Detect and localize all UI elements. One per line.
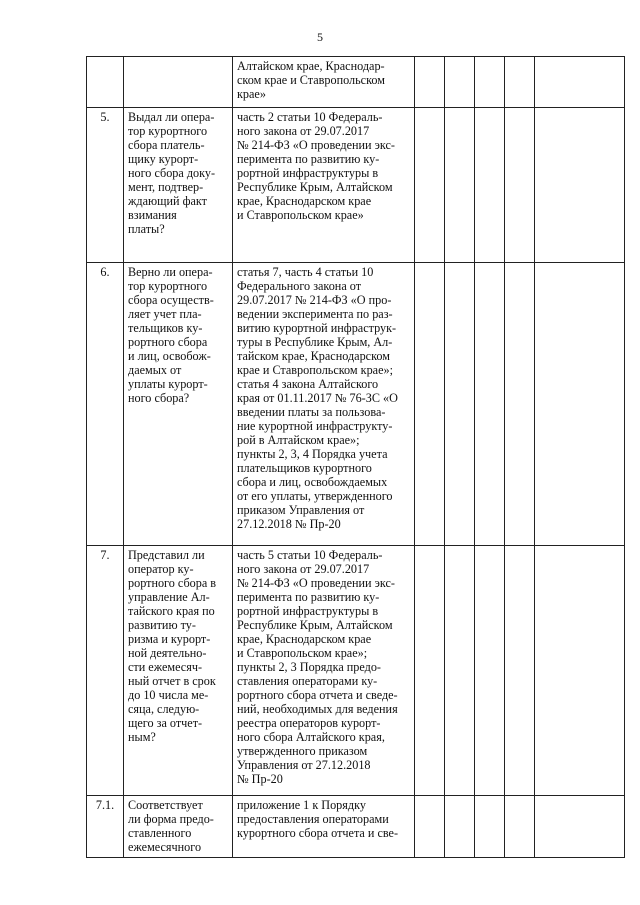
question-cell xyxy=(124,796,233,858)
reference-line: рой в Алтайском крае»; xyxy=(237,433,360,447)
question-line: ным? xyxy=(128,730,156,744)
answer-cell[interactable] xyxy=(415,796,445,858)
reference-line: тайском крае, Краснодарском xyxy=(237,349,390,363)
legal-reference-cell xyxy=(233,57,415,108)
answer-cell[interactable] xyxy=(415,57,445,108)
table-row xyxy=(87,108,625,263)
question-line: уплаты курорт- xyxy=(128,377,208,391)
question-cell xyxy=(124,108,233,263)
reference-line: курортного сбора отчета и све- xyxy=(237,826,399,840)
question-line: Верно ли опера- xyxy=(128,265,213,279)
reference-line: статья 4 закона Алтайского xyxy=(237,377,379,391)
page-number: 5 xyxy=(317,30,323,44)
question-line: до 10 числа ме- xyxy=(128,688,209,702)
reference-line: крае» xyxy=(237,87,266,101)
question-line: сти ежемесяч- xyxy=(128,660,203,674)
question-line: тор курортного xyxy=(128,124,208,138)
question-line: ной деятельно- xyxy=(128,646,207,660)
question-line: сбора осуществ- xyxy=(128,293,214,307)
reference-line: пункты 2, 3, 4 Порядка учета xyxy=(237,447,388,461)
table-row xyxy=(87,263,625,546)
question-line: сяца, следую- xyxy=(128,702,200,716)
question-line: и лиц, освобож- xyxy=(128,349,211,363)
answer-cell[interactable] xyxy=(535,546,625,796)
question-line: развитию ту- xyxy=(128,618,196,632)
answer-cell[interactable] xyxy=(505,263,535,546)
reference-line: перимента по развитию ку- xyxy=(237,152,380,166)
answer-cell[interactable] xyxy=(475,796,505,858)
table-row xyxy=(87,57,625,108)
reference-line: утвержденного приказом xyxy=(237,744,368,758)
answer-cell[interactable] xyxy=(445,546,475,796)
answer-cell[interactable] xyxy=(505,796,535,858)
reference-line: № 214-ФЗ «О проведении экс- xyxy=(237,138,395,152)
reference-line: плательщиков курортного xyxy=(237,461,372,475)
reference-line: и Ставропольском крае»; xyxy=(237,646,368,660)
answer-cell[interactable] xyxy=(475,546,505,796)
checklist-table xyxy=(86,56,625,858)
question-line: Представил ли xyxy=(128,548,205,562)
legal-reference-cell xyxy=(233,796,415,858)
question-line: тайского края по xyxy=(128,604,215,618)
reference-line: часть 2 статьи 10 Федераль- xyxy=(237,110,383,124)
question-line: управление Ал- xyxy=(128,590,210,604)
answer-cell[interactable] xyxy=(475,57,505,108)
reference-line: ного закона от 29.07.2017 xyxy=(237,124,370,138)
answer-cell[interactable] xyxy=(535,796,625,858)
reference-line: предоставления операторами xyxy=(237,812,389,826)
legal-reference-cell xyxy=(233,108,415,263)
reference-line: и Ставропольском крае» xyxy=(237,208,364,222)
answer-cell[interactable] xyxy=(415,546,445,796)
table-row xyxy=(87,546,625,796)
question-line: сбора платель- xyxy=(128,138,205,152)
question-line: рортного сбора в xyxy=(128,576,217,590)
answer-cell[interactable] xyxy=(505,108,535,263)
reference-line: № Пр-20 xyxy=(237,772,283,786)
question-cell xyxy=(124,57,233,108)
item-number xyxy=(87,57,124,108)
question-line: тор курортного xyxy=(128,279,208,293)
item-number: 7.1. xyxy=(87,796,124,858)
reference-line: витию курортной инфраструк- xyxy=(237,321,397,335)
reference-line: Республике Крым, Алтайском xyxy=(237,618,393,632)
item-number: 5. xyxy=(87,108,124,263)
reference-line: туры в Республике Крым, Ал- xyxy=(237,335,393,349)
table-row xyxy=(87,796,625,858)
question-line: взимания xyxy=(128,208,177,222)
reference-line: приложение 1 к Порядку xyxy=(237,798,366,812)
item-number: 6. xyxy=(87,263,124,546)
reference-line: перимента по развитию ку- xyxy=(237,590,380,604)
reference-line: 27.12.2018 № Пр-20 xyxy=(237,517,341,531)
legal-reference-cell xyxy=(233,546,415,796)
reference-line: ставления операторами ку- xyxy=(237,674,378,688)
reference-line: реестра операторов курорт- xyxy=(237,716,381,730)
reference-line: края от 01.11.2017 № 76-ЗС «О xyxy=(237,391,398,405)
question-cell xyxy=(124,263,233,546)
reference-line: Федерального закона от xyxy=(237,279,362,293)
reference-line: ного сбора Алтайского края, xyxy=(237,730,385,744)
answer-cell[interactable] xyxy=(535,263,625,546)
table-body xyxy=(87,57,625,858)
answer-cell[interactable] xyxy=(445,263,475,546)
question-line: тельщиков ку- xyxy=(128,321,203,335)
reference-line: Управления от 27.12.2018 xyxy=(237,758,371,772)
answer-cell[interactable] xyxy=(505,57,535,108)
answer-cell[interactable] xyxy=(415,263,445,546)
answer-cell[interactable] xyxy=(475,108,505,263)
question-line: ежемесячного xyxy=(128,840,202,854)
reference-line: № 214-ФЗ «О проведении экс- xyxy=(237,576,395,590)
answer-cell[interactable] xyxy=(445,108,475,263)
answer-cell[interactable] xyxy=(535,108,625,263)
reference-line: введении платы за пользова- xyxy=(237,405,386,419)
answer-cell[interactable] xyxy=(505,546,535,796)
question-line: ждающий факт xyxy=(128,194,208,208)
reference-line: от его уплаты, утвержденного xyxy=(237,489,393,503)
reference-line: Республике Крым, Алтайском xyxy=(237,180,393,194)
legal-reference-cell xyxy=(233,263,415,546)
reference-line: приказом Управления от xyxy=(237,503,365,517)
answer-cell[interactable] xyxy=(535,57,625,108)
question-line: ставленного xyxy=(128,826,192,840)
reference-line: сбора и лиц, освобождаемых xyxy=(237,475,388,489)
question-line: щику курорт- xyxy=(128,152,199,166)
question-line: щего за отчет- xyxy=(128,716,203,730)
reference-line: ском крае и Ставропольском xyxy=(237,73,385,87)
reference-line: рортной инфраструктуры в xyxy=(237,166,379,180)
reference-line: крае, Краснодарском крае xyxy=(237,632,372,646)
reference-line: крае и Ставропольском крае»; xyxy=(237,363,393,377)
question-line: ный отчет в срок xyxy=(128,674,216,688)
reference-line: статья 7, часть 4 статьи 10 xyxy=(237,265,374,279)
answer-cell[interactable] xyxy=(475,263,505,546)
item-number: 7. xyxy=(87,546,124,796)
question-line: Выдал ли опера- xyxy=(128,110,215,124)
question-line: даемых от xyxy=(128,363,182,377)
question-line: ризма и курорт- xyxy=(128,632,211,646)
reference-line: ний, необходимых для ведения xyxy=(237,702,398,716)
question-line: ли форма предо- xyxy=(128,812,214,826)
answer-cell[interactable] xyxy=(415,108,445,263)
reference-line: ние курортной инфраструкту- xyxy=(237,419,393,433)
reference-line: крае, Краснодарском крае xyxy=(237,194,372,208)
question-line: платы? xyxy=(128,222,165,236)
reference-line: пункты 2, 3 Порядка предо- xyxy=(237,660,381,674)
reference-line: Алтайском крае, Краснодар- xyxy=(237,59,385,73)
answer-cell[interactable] xyxy=(445,57,475,108)
reference-line: ведении эксперимента по раз- xyxy=(237,307,393,321)
question-line: мент, подтвер- xyxy=(128,180,204,194)
reference-line: часть 5 статьи 10 Федераль- xyxy=(237,548,383,562)
answer-cell[interactable] xyxy=(445,796,475,858)
question-line: рортного сбора xyxy=(128,335,208,349)
question-line: ного сбора доку- xyxy=(128,166,216,180)
question-cell xyxy=(124,546,233,796)
question-line: ного сбора? xyxy=(128,391,190,405)
question-line: Соответствует xyxy=(128,798,203,812)
reference-line: рортного сбора отчета и сведе- xyxy=(237,688,398,702)
question-line: оператор ку- xyxy=(128,562,194,576)
reference-line: ного закона от 29.07.2017 xyxy=(237,562,370,576)
question-line: ляет учет пла- xyxy=(128,307,202,321)
reference-line: рортной инфраструктуры в xyxy=(237,604,379,618)
reference-line: 29.07.2017 № 214-ФЗ «О про- xyxy=(237,293,392,307)
